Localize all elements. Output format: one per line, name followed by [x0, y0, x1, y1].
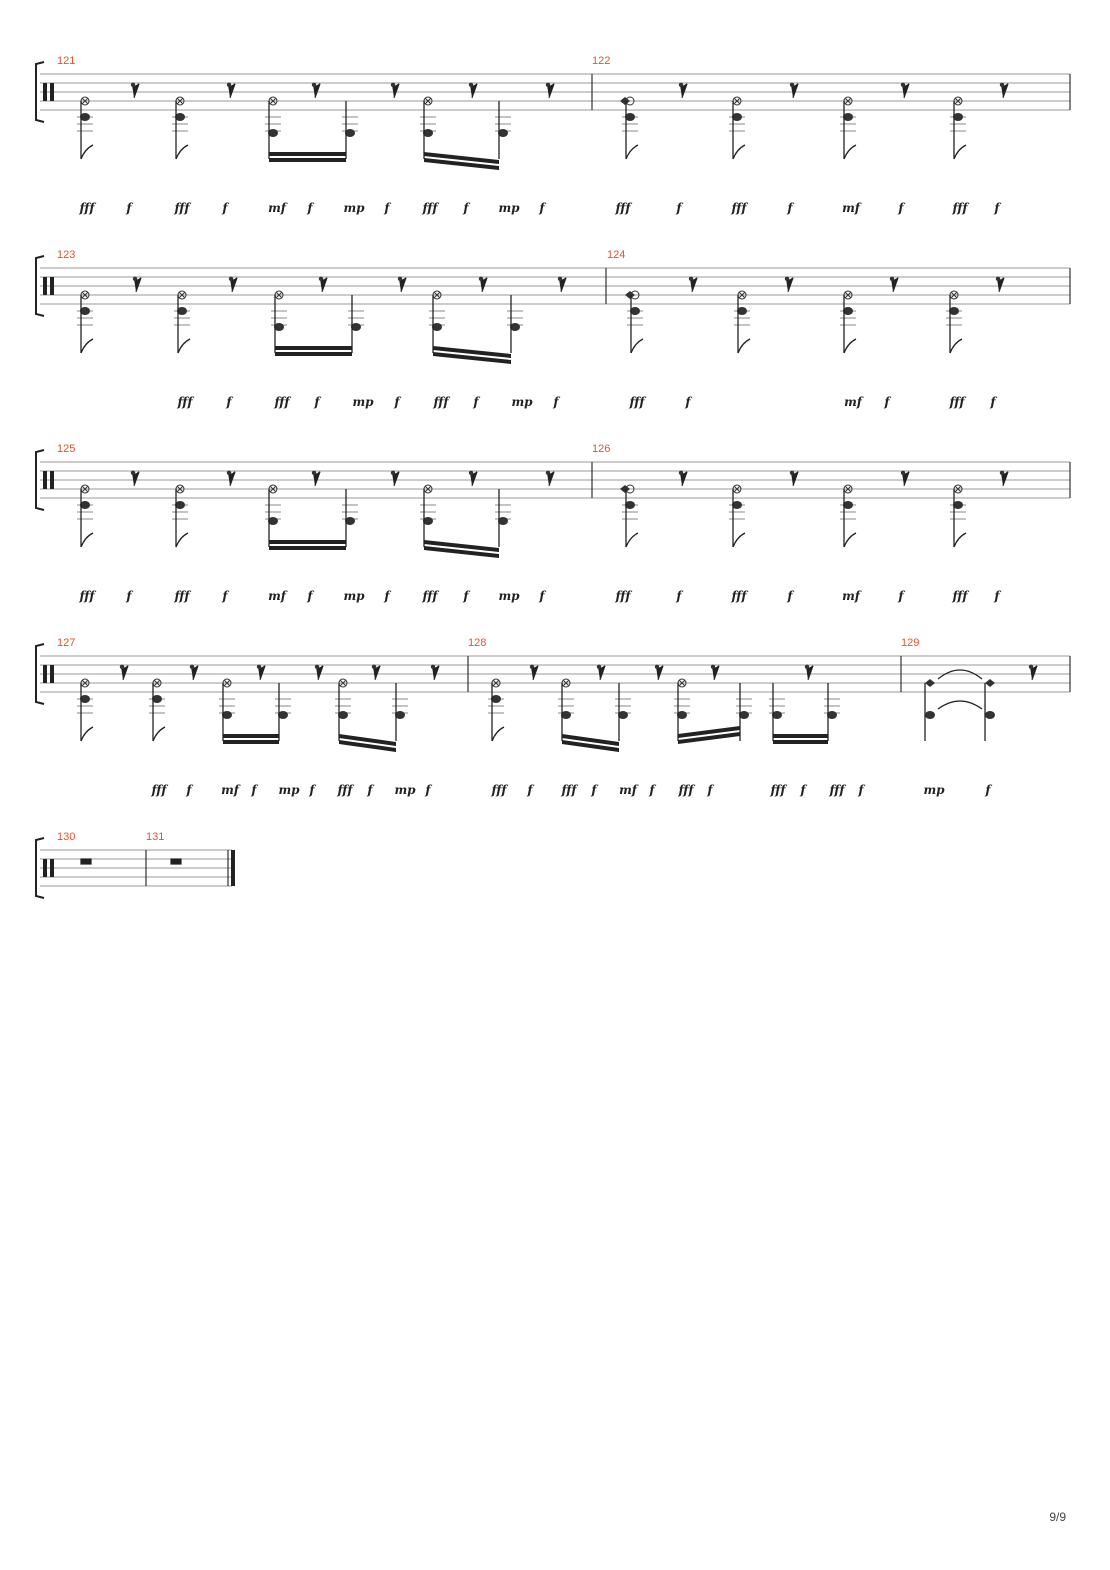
dynamic-marking: f: [425, 783, 431, 797]
beam: [269, 152, 346, 156]
diamond-notehead: [620, 97, 630, 105]
rest-dot: [312, 83, 316, 87]
dynamic-marking: fff: [561, 783, 577, 797]
system-2: [36, 249, 1070, 409]
bass-drum-notehead: [925, 711, 935, 719]
rest-dot: [546, 83, 550, 87]
dynamic-marking: fff: [615, 589, 631, 603]
system-3: [36, 443, 1070, 603]
rest-dot: [131, 83, 135, 87]
dynamic-marking: f: [126, 201, 132, 215]
measure-127: [57, 637, 468, 797]
rest-dot: [901, 471, 905, 475]
dynamic-marking: f: [539, 589, 545, 603]
dynamic-marking: f: [473, 395, 479, 409]
dynamic-marking: mf: [844, 395, 862, 409]
dynamic-marking: f: [787, 589, 793, 603]
beam: [773, 734, 828, 738]
dynamic-marking: fff: [770, 783, 786, 797]
flag: [733, 145, 745, 159]
rest-dot: [785, 277, 789, 281]
dynamic-marking: mf: [842, 589, 860, 603]
rest-dot: [190, 665, 194, 669]
flag: [954, 533, 966, 547]
rest-dot: [1029, 665, 1033, 669]
rest-dot: [711, 665, 715, 669]
rest-dot: [597, 665, 601, 669]
dynamic-marking: f: [226, 395, 232, 409]
measure-125: [57, 443, 592, 603]
dynamic-marking: f: [649, 783, 655, 797]
rest-dot: [996, 277, 1000, 281]
rest-dot: [257, 665, 261, 669]
dynamic-marking: mp: [498, 201, 520, 215]
rest-dot: [391, 83, 395, 87]
dynamic-marking: f: [222, 201, 228, 215]
dynamic-marking: f: [394, 395, 400, 409]
flag: [950, 339, 962, 353]
rest-dot: [398, 277, 402, 281]
dynamic-marking: f: [800, 783, 806, 797]
dynamic-marking: f: [884, 395, 890, 409]
rest-dot: [312, 471, 316, 475]
dynamic-marking: f: [222, 589, 228, 603]
measure-123: [57, 249, 606, 409]
dynamic-marking: fff: [337, 783, 353, 797]
rest-dot: [890, 277, 894, 281]
diamond-notehead: [625, 291, 635, 299]
dynamic-marking: mf: [221, 783, 239, 797]
flag: [954, 145, 966, 159]
beam: [275, 346, 352, 350]
measure-126: [592, 443, 1070, 603]
page-number: 9/9: [1049, 1510, 1066, 1524]
dynamic-marking: fff: [174, 589, 190, 603]
measure-121: [57, 55, 592, 215]
dynamic-marking: f: [707, 783, 713, 797]
dynamic-marking: f: [994, 589, 1000, 603]
rest-dot: [558, 277, 562, 281]
rest-dot: [319, 277, 323, 281]
flag: [176, 533, 188, 547]
dynamic-marking: mf: [842, 201, 860, 215]
dynamic-marking: mp: [923, 783, 945, 797]
rest-dot: [120, 665, 124, 669]
flag: [81, 339, 93, 353]
percussion-clef: [50, 471, 54, 489]
percussion-clef: [43, 665, 47, 683]
dynamic-marking: mp: [352, 395, 374, 409]
dynamic-marking: f: [990, 395, 996, 409]
system-5: [36, 831, 235, 898]
dynamic-marking: fff: [177, 395, 193, 409]
percussion-clef: [43, 859, 47, 877]
dynamic-marking: f: [309, 783, 315, 797]
rest-dot: [479, 277, 483, 281]
dynamic-marking: f: [251, 783, 257, 797]
dynamic-marking: fff: [615, 201, 631, 215]
dynamic-marking: f: [985, 783, 991, 797]
beam: [223, 740, 279, 744]
measure-number: 127: [57, 637, 76, 649]
measure-128: [468, 637, 901, 797]
measure-number: 124: [607, 249, 626, 261]
dynamic-marking: fff: [274, 395, 290, 409]
rest-dot: [530, 665, 534, 669]
rest-dot: [431, 665, 435, 669]
dynamic-marking: f: [591, 783, 597, 797]
dynamic-marking: fff: [731, 201, 747, 215]
measure-122: [592, 55, 1070, 215]
dynamic-marking: fff: [151, 783, 167, 797]
flag: [176, 145, 188, 159]
diamond-notehead: [620, 485, 630, 493]
dynamic-marking: fff: [422, 201, 438, 215]
beam: [275, 352, 352, 356]
rest-dot: [133, 277, 137, 281]
flag: [81, 727, 93, 741]
dynamic-marking: f: [314, 395, 320, 409]
rest-dot: [227, 471, 231, 475]
rest-dot: [227, 83, 231, 87]
dynamic-marking: f: [307, 201, 313, 215]
percussion-clef: [50, 859, 54, 877]
measure-number: 125: [57, 443, 76, 455]
rest-dot: [1000, 471, 1004, 475]
dynamic-marking: fff: [422, 589, 438, 603]
measure-number: 121: [57, 55, 76, 67]
rest-dot: [469, 471, 473, 475]
dynamic-marking: f: [126, 589, 132, 603]
rest-dot: [372, 665, 376, 669]
beam: [269, 546, 346, 550]
whole-rest: [171, 859, 181, 864]
dynamic-marking: mf: [268, 589, 286, 603]
flag: [81, 145, 93, 159]
rest-dot: [790, 471, 794, 475]
measure-124: [607, 249, 1070, 409]
rest-dot: [805, 665, 809, 669]
dynamic-marking: f: [384, 589, 390, 603]
measure-number: 126: [592, 443, 611, 455]
flag: [626, 533, 638, 547]
dynamic-marking: f: [186, 783, 192, 797]
bass-drum-notehead: [985, 711, 995, 719]
flag: [178, 339, 190, 353]
rest-dot: [546, 471, 550, 475]
dynamic-marking: f: [898, 589, 904, 603]
rest-dot: [901, 83, 905, 87]
dynamic-marking: mp: [343, 201, 365, 215]
dynamic-marking: mf: [268, 201, 286, 215]
rest-dot: [391, 471, 395, 475]
dynamic-marking: mp: [278, 783, 300, 797]
dynamic-marking: fff: [731, 589, 747, 603]
percussion-clef: [50, 83, 54, 101]
dynamic-marking: f: [307, 589, 313, 603]
final-barline: [231, 850, 235, 886]
dynamic-marking: mp: [498, 589, 520, 603]
flag: [844, 533, 856, 547]
dynamic-marking: f: [676, 589, 682, 603]
rest-dot: [689, 277, 693, 281]
percussion-clef: [43, 471, 47, 489]
dynamic-marking: f: [898, 201, 904, 215]
dynamic-marking: f: [994, 201, 1000, 215]
measure-number: 131: [146, 831, 165, 843]
measure-number: 123: [57, 249, 76, 261]
dynamic-marking: fff: [491, 783, 507, 797]
rest-dot: [790, 83, 794, 87]
dynamic-marking: f: [676, 201, 682, 215]
measure-number: 128: [468, 637, 487, 649]
rest-dot: [131, 471, 135, 475]
rest-dot: [1000, 83, 1004, 87]
flag: [492, 727, 504, 741]
dynamic-marking: fff: [174, 201, 190, 215]
dynamic-marking: f: [539, 201, 545, 215]
dynamic-marking: fff: [79, 589, 95, 603]
diamond-notehead: [985, 679, 995, 687]
dynamic-marking: fff: [952, 589, 968, 603]
dynamic-marking: f: [367, 783, 373, 797]
beam: [269, 158, 346, 162]
flag: [844, 339, 856, 353]
flag: [631, 339, 643, 353]
rest-dot: [655, 665, 659, 669]
measure-number: 122: [592, 55, 611, 67]
system-4: [36, 637, 1070, 797]
percussion-clef: [43, 277, 47, 295]
dynamic-marking: f: [527, 783, 533, 797]
rest-dot: [679, 471, 683, 475]
whole-rest: [81, 859, 91, 864]
measure-number: 129: [901, 637, 920, 649]
system-1: [36, 55, 1070, 215]
diamond-notehead: [925, 679, 935, 687]
rest-dot: [679, 83, 683, 87]
dynamic-marking: fff: [829, 783, 845, 797]
flag: [626, 145, 638, 159]
flag: [844, 145, 856, 159]
dynamic-marking: f: [463, 201, 469, 215]
dynamic-marking: f: [553, 395, 559, 409]
dynamic-marking: mp: [511, 395, 533, 409]
dynamic-marking: f: [463, 589, 469, 603]
beam: [223, 734, 279, 738]
dynamic-marking: mf: [619, 783, 637, 797]
percussion-clef: [50, 665, 54, 683]
beam: [773, 740, 828, 744]
percussion-clef: [43, 83, 47, 101]
dynamic-marking: fff: [678, 783, 694, 797]
dynamic-marking: f: [384, 201, 390, 215]
flag: [738, 339, 750, 353]
tie: [938, 701, 982, 709]
dynamic-marking: fff: [949, 395, 965, 409]
dynamic-marking: f: [685, 395, 691, 409]
measure-number: 130: [57, 831, 76, 843]
dynamic-marking: fff: [629, 395, 645, 409]
dynamic-marking: f: [787, 201, 793, 215]
dynamic-marking: mp: [343, 589, 365, 603]
flag: [81, 533, 93, 547]
percussion-clef: [50, 277, 54, 295]
measure-129: [901, 637, 1070, 797]
rest-dot: [229, 277, 233, 281]
beam: [269, 540, 346, 544]
dynamic-marking: fff: [433, 395, 449, 409]
flag: [153, 727, 165, 741]
flag: [733, 533, 745, 547]
rest-dot: [315, 665, 319, 669]
dynamic-marking: fff: [952, 201, 968, 215]
dynamic-marking: mp: [394, 783, 416, 797]
rest-dot: [469, 83, 473, 87]
dynamic-marking: fff: [79, 201, 95, 215]
dynamic-marking: f: [858, 783, 864, 797]
